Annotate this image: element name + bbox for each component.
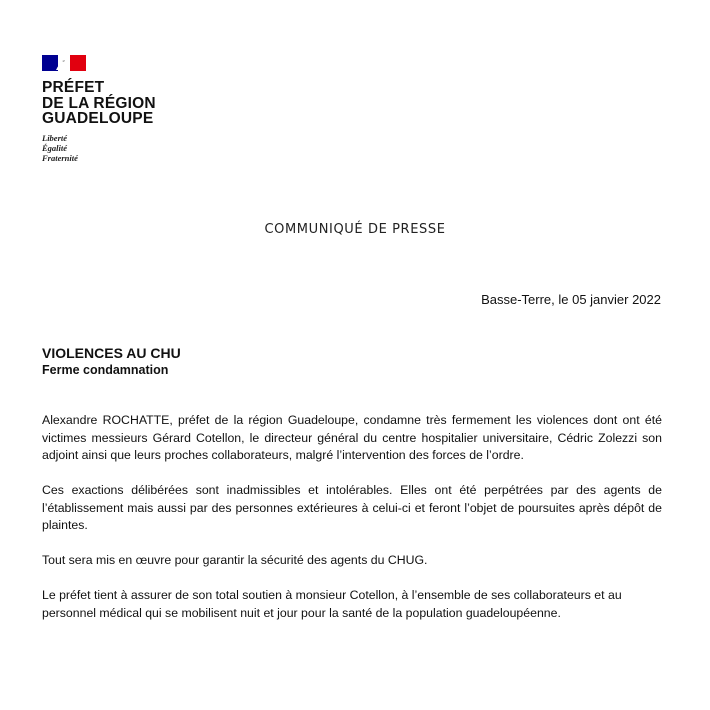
marianne-flag-icon bbox=[42, 55, 86, 71]
republic-motto bbox=[42, 133, 182, 163]
logo-title bbox=[42, 80, 182, 127]
logo-line: GUADELOUPE bbox=[42, 110, 154, 127]
body-paragraph: Tout sera mis en œuvre pour garantir la sécurité des agents du CHUG. bbox=[42, 553, 428, 567]
body-paragraph: Alexandre ROCHATTE, préfet de la région Guadeloupe, condamne très fermement les violences dont ont été victimes messieurs Gérard Cotellon, le directeur général du centre hospitalier universitaire, Cédric Zolezzi son adjoint ainsi que leurs proches collaborateurs, malgré l’intervention des forces de l’ordre. bbox=[42, 413, 662, 462]
logo-line: PRÉFET bbox=[42, 79, 105, 96]
document-type: COMMUNIQUÉ DE PRESSE bbox=[264, 222, 446, 237]
logo-line: DE LA RÉGION bbox=[42, 94, 156, 112]
prefecture-logo bbox=[42, 55, 182, 163]
body-paragraph: Ces exactions délibérées sont inadmissibles et intolérables. Elles ont été perpétrées par des agents de l’établissement mais aussi par des personnes extérieures à celui-ci et feront l’objet de poursuites après dépôt de plaintes. bbox=[42, 483, 662, 532]
motto-line: Égalité bbox=[42, 142, 68, 153]
place-date: Basse-Terre, le 05 janvier 2022 bbox=[481, 292, 661, 307]
motto-line: Fraternité bbox=[42, 152, 78, 163]
press-release-subtitle: Ferme condamnation bbox=[42, 363, 169, 377]
motto-line: Liberté bbox=[42, 132, 68, 143]
press-release-title: VIOLENCES AU CHU bbox=[42, 345, 181, 361]
press-release-body bbox=[42, 412, 662, 640]
body-paragraph: Le préfet tient à assurer de son total soutien à monsieur Cotellon, à l’ensemble de ses collaborateurs et au personnel médical qui se mobilisent nuit et jour pour la santé de la population guadeloupéenne. bbox=[42, 588, 622, 620]
